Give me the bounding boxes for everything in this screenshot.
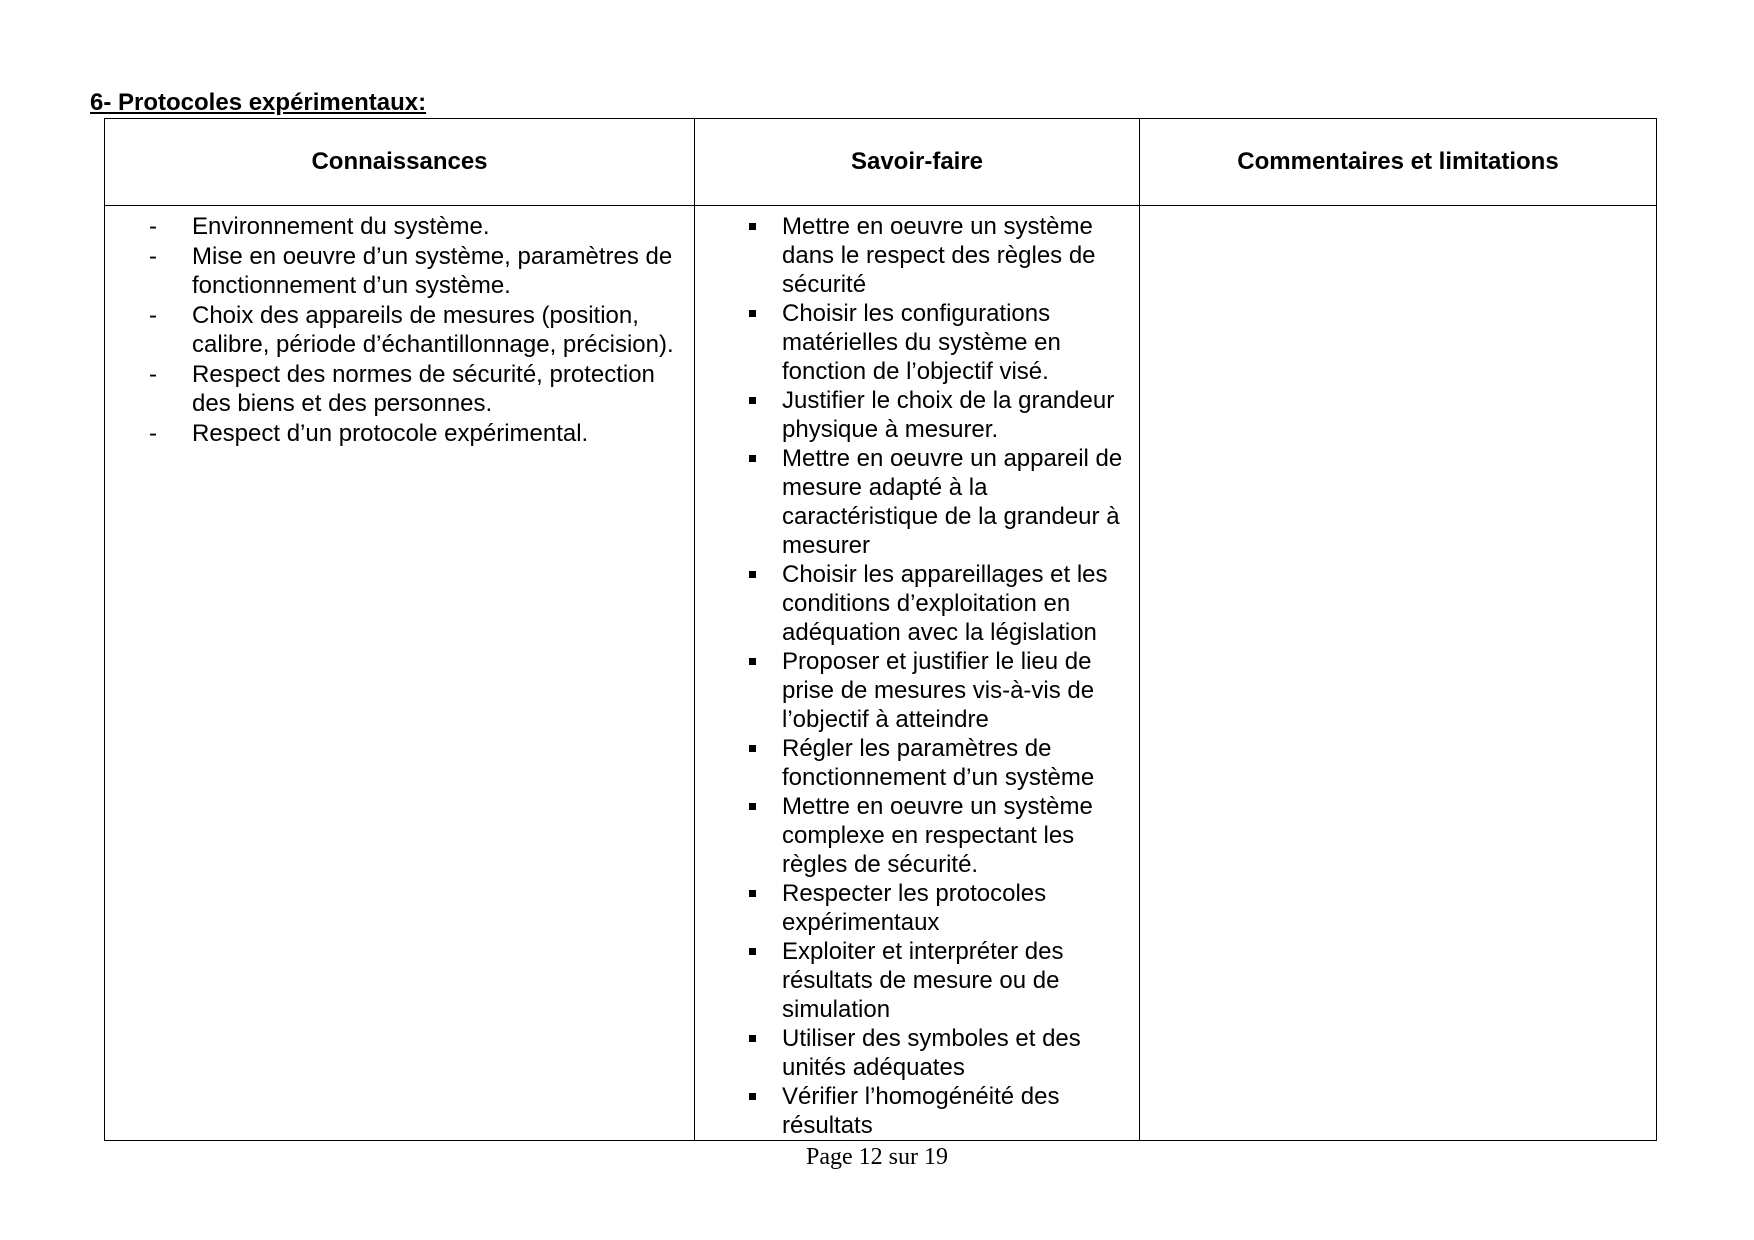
dash-bullet-icon: - [149, 302, 157, 329]
list-item [115, 419, 684, 448]
cell-connaissances [105, 206, 695, 1141]
list-item [705, 212, 1131, 299]
curriculum-table [104, 118, 1657, 1141]
list-item-text: Vérifier l’homogénéité des résultats [782, 1083, 1060, 1139]
list-item-text: Régler les paramètres de fonctionnement d’un système [782, 735, 1095, 791]
table-row [105, 206, 1657, 1141]
square-bullet-icon [749, 658, 756, 665]
list-item-text: Respecter les protocoles expérimentaux [782, 880, 1047, 936]
list-item [115, 212, 684, 241]
list-item-text: Mettre en oeuvre un appareil de mesure adapté à la caractéristique de la grandeur à mesurer [782, 445, 1123, 559]
square-bullet-icon [749, 223, 756, 230]
list-item-text: Justifier le choix de la grandeur physique à mesurer. [782, 387, 1115, 443]
list-item-text: Respect des normes de sécurité, protection des biens et des personnes. [192, 361, 655, 417]
header-connaissances: Connaissances [105, 119, 695, 206]
list-item [705, 1024, 1131, 1082]
cell-savoir-faire [695, 206, 1140, 1141]
list-item [705, 792, 1131, 879]
list-item [705, 734, 1131, 792]
list-item [705, 560, 1131, 647]
list-item [705, 1082, 1131, 1140]
list-item [705, 386, 1131, 444]
list-item [115, 242, 684, 300]
list-item-text: Mise en oeuvre d’un système, paramètres de fonctionnement d’un système. [192, 243, 673, 299]
square-bullet-icon [749, 1093, 756, 1100]
dash-bullet-icon: - [149, 213, 157, 240]
dash-bullet-icon: - [149, 361, 157, 388]
square-bullet-icon [749, 890, 756, 897]
connaissances-list [105, 206, 694, 448]
square-bullet-icon [749, 745, 756, 752]
cell-commentaires [1140, 206, 1657, 1141]
savoir-faire-list [695, 206, 1139, 1140]
list-item [115, 301, 684, 359]
list-item-text: Proposer et justifier le lieu de prise de mesures vis-à-vis de l’objectif à atteindre [782, 648, 1095, 733]
list-item [705, 647, 1131, 734]
list-item-text: Choisir les configurations matérielles du système en fonction de l’objectif visé. [782, 300, 1061, 385]
list-item-text: Respect d’un protocole expérimental. [192, 420, 589, 447]
list-item [705, 937, 1131, 1024]
list-item-text: Exploiter et interpréter des résultats de mesure ou de simulation [782, 938, 1064, 1023]
square-bullet-icon [749, 1035, 756, 1042]
square-bullet-icon [749, 455, 756, 462]
list-item [705, 879, 1131, 937]
header-commentaires: Commentaires et limitations [1140, 119, 1657, 206]
square-bullet-icon [749, 948, 756, 955]
list-item-text: Mettre en oeuvre un système complexe en respectant les règles de sécurité. [782, 793, 1093, 878]
header-savoir-faire: Savoir-faire [695, 119, 1140, 206]
list-item-text: Choix des appareils de mesures (position, calibre, période d’échantillonnage, précision). [192, 302, 674, 358]
list-item-text: Utiliser des symboles et des unités adéquates [782, 1025, 1081, 1081]
square-bullet-icon [749, 803, 756, 810]
page-number: Page 12 sur 19 [806, 1144, 948, 1170]
dash-bullet-icon: - [149, 420, 157, 447]
square-bullet-icon [749, 397, 756, 404]
list-item-text: Environnement du système. [192, 213, 490, 240]
square-bullet-icon [749, 571, 756, 578]
list-item-text: Choisir les appareillages et les conditions d’exploitation en adéquation avec la législation [782, 561, 1108, 646]
table-header-row [105, 119, 1657, 206]
dash-bullet-icon: - [149, 243, 157, 270]
section-title: 6- Protocoles expérimentaux: [90, 89, 427, 116]
list-item [705, 444, 1131, 560]
list-item [705, 299, 1131, 386]
square-bullet-icon [749, 310, 756, 317]
list-item-text: Mettre en oeuvre un système dans le respect des règles de sécurité [782, 213, 1096, 298]
list-item [115, 360, 684, 418]
